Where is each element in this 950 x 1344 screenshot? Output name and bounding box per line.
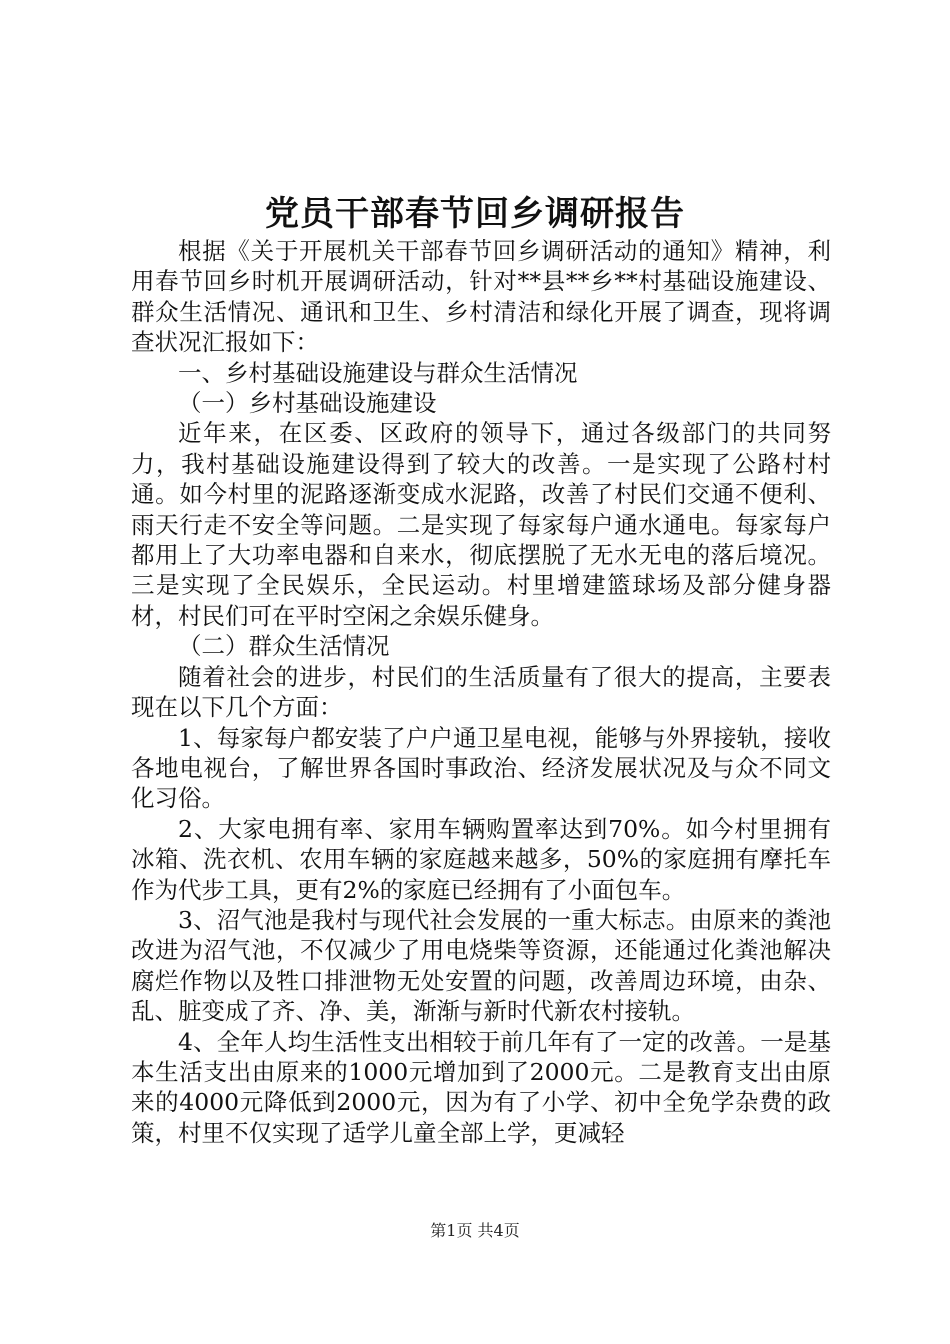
heading-subsection-1: （一）乡村基础设施建设 (178, 389, 437, 418)
heading-section-1: 一、乡村基础设施建设与群众生活情况 (178, 358, 578, 387)
paragraph-infrastructure: 近年来，在区委、区政府的领导下，通过各级部门的共同努力，我村基础设施建设得到了较大的改善。一是实现了公路村村通。如今村里的泥路逐渐变成水泥路，改善了村民们交通不便利、雨天行走不安全等问题。二是实现了每家每户通水通电。每家每户都用上了大功率电器和自来水，彻底摆脱了无水无电的落后境况。三是实现了全民娱乐，全民运动。村里增建篮球场及部分健身器材，村民们可在平时空闲之余娱乐健身。 (131, 419, 831, 630)
list-item-2: 2、大家电拥有率、家用车辆购置率达到70%。如今村里拥有冰箱、洗衣机、农用车辆的家庭越来越多，50%的家庭拥有摩托车作为代步工具，更有2%的家庭已经拥有了小面包车。 (131, 814, 831, 904)
document-body (131, 236, 831, 1148)
document-title: 党员干部春节回乡调研报告 (265, 194, 685, 234)
page-number-footer: 第1页 共4页 (430, 1221, 520, 1240)
list-item-4: 4、全年人均生活性支出相较于前几年有了一定的改善。一是基本生活支出由原来的1000元增加到了2000元。二是教育支出由原来的4000元降低到2000元，因为有了小学、初中全免学杂费的政策，村里不仅实现了适学儿童全部上学，更减轻 (131, 1027, 831, 1147)
heading-subsection-2: （二）群众生活情况 (178, 632, 390, 661)
list-item-3: 3、沼气池是我村与现代社会发展的一重大标志。由原来的粪池改进为沼气池，不仅减少了用电烧柴等资源，还能通过化粪池解决腐烂作物以及牲口排泄物无处安置的问题，改善周边环境，由杂、乱、脏变成了齐、净、美，渐渐与新时代新农村接轨。 (131, 905, 831, 1026)
paragraph-intro: 根据《关于开展机关干部春节回乡调研活动的通知》精神，利用春节回乡时机开展调研活动，针对**县**乡**村基础设施建设、群众生活情况、通讯和卫生、乡村清洁和绿化开展了调查，现将调查状况汇报如下： (131, 237, 831, 357)
paragraph-living-intro: 随着社会的进步，村民们的生活质量有了很大的提高，主要表现在以下几个方面： (131, 662, 831, 722)
list-item-1: 1、每家每户都安装了户户通卫星电视，能够与外界接轨，接收各地电视台，了解世界各国时事政治、经济发展状况及与众不同文化习俗。 (131, 723, 831, 813)
